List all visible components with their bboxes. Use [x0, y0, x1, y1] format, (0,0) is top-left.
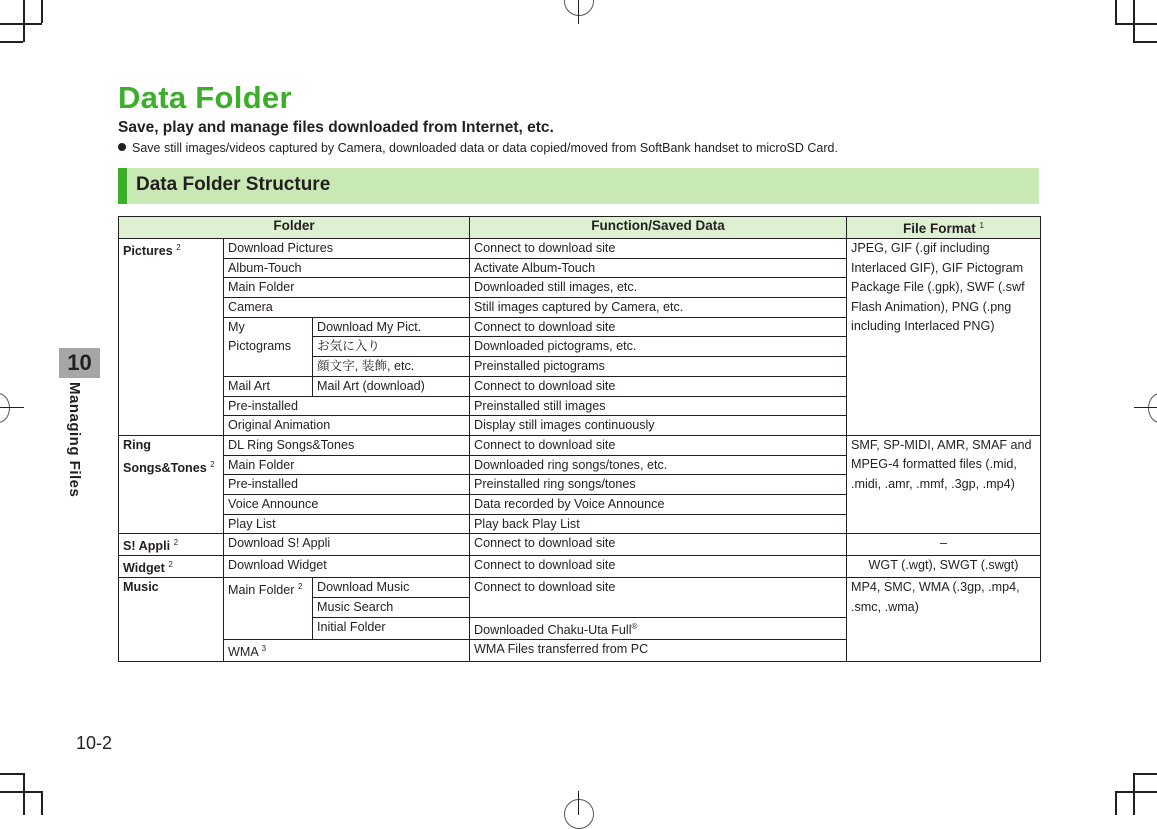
crop-mark: [1133, 773, 1157, 775]
registration-mark-icon: [0, 393, 10, 423]
crop-mark: [1115, 791, 1117, 815]
side-rule: [88, 330, 89, 480]
crop-mark: [0, 791, 42, 793]
function-cell: Preinstalled pictograms: [470, 357, 847, 377]
page-number: 10-2: [76, 733, 113, 753]
subfolder: Mail Art: [224, 376, 313, 396]
subfolder: Voice Announce: [224, 494, 470, 514]
subfolder-2: 顔文字, 装飾, etc.: [313, 357, 470, 377]
function-cell: Downloaded ring songs/tones, etc.: [470, 455, 847, 475]
function-cell: Display still images continuously: [470, 416, 847, 436]
crop-mark: [1115, 0, 1117, 23]
function-cell: Preinstalled still images: [470, 396, 847, 416]
function-cell: Connect to download site: [470, 435, 847, 455]
format-cell: SMF, SP-MIDI, AMR, SMAF and MPEG-4 formatted files (.mid, .midi, .amr, .mmf, .3gp, .mp4): [847, 435, 1041, 533]
table-row: [119, 435, 1041, 455]
function-cell: Data recorded by Voice Announce: [470, 494, 847, 514]
subfolder: Download S! Appli: [224, 534, 470, 556]
registration-mark-icon: [564, 799, 594, 829]
function-cell: Connect to download site: [470, 556, 847, 578]
subfolder: Download Widget: [224, 556, 470, 578]
subfolder-2: Download My Pict.: [313, 317, 470, 337]
format-cell: JPEG, GIF (.gif including Interlaced GIF), GIF Pictogram Package File (.gpk), SWF (.swf Flash Animation), PNG (.png including Interlaced PNG): [847, 239, 1041, 436]
folder-s-appli: S! Appli $^2$: [119, 534, 224, 556]
crop-mark: [1115, 23, 1157, 25]
subfolder: Camera: [224, 298, 470, 318]
page-subtitle: Save, play and manage files downloaded from Internet, etc.: [118, 119, 554, 136]
crop-mark: [0, 773, 23, 775]
header-format: File Format $^1$: [847, 217, 1041, 239]
function-cell: Downloaded still images, etc.: [470, 278, 847, 298]
crop-mark: [1133, 773, 1135, 815]
registration-mark-icon: [578, 791, 579, 815]
chapter-number-tab: 10: [59, 348, 100, 378]
subfolder-2: Mail Art (download): [313, 376, 470, 396]
section-title: Data Folder Structure: [136, 174, 331, 195]
registration-mark-icon: [578, 0, 579, 24]
folder-music: Music: [119, 578, 224, 661]
function-cell: WMA Files transferred from PC: [470, 639, 847, 661]
function-cell: Play back Play List: [470, 514, 847, 534]
registration-mark-icon: [1148, 393, 1157, 423]
section-accent: [118, 168, 127, 204]
crop-mark: [0, 41, 23, 43]
header-folder: Folder: [119, 217, 470, 239]
function-cell: Connect to download site: [470, 534, 847, 556]
subfolder: DL Ring Songs&Tones: [224, 435, 470, 455]
subfolder: Original Animation: [224, 416, 470, 436]
function-cell: Downloaded pictograms, etc.: [470, 337, 847, 357]
crop-mark: [41, 0, 43, 23]
function-cell: Connect to download site: [470, 239, 847, 259]
crop-mark: [1133, 41, 1157, 43]
subfolder: Main Folder: [224, 455, 470, 475]
registration-mark-icon: [564, 0, 594, 16]
function-cell: Preinstalled ring songs/tones: [470, 475, 847, 495]
subfolder: Main Folder $^2$: [224, 578, 313, 639]
chapter-title: Managing Files: [66, 382, 83, 498]
subfolder-2: お気に入り: [313, 337, 470, 357]
subfolder: Pre-installed: [224, 475, 470, 495]
crop-mark: [0, 23, 42, 25]
table-row: [119, 578, 1041, 598]
crop-mark: [1133, 0, 1135, 42]
folder-widget: Widget $^2$: [119, 556, 224, 578]
subfolder: WMA $^3$: [224, 639, 470, 661]
crop-mark: [1115, 791, 1157, 793]
bullet-note: [118, 141, 838, 155]
folder-pictures: Pictures $^2$: [119, 239, 224, 436]
table-row: [119, 556, 1041, 578]
subfolder: Play List: [224, 514, 470, 534]
function-cell: Activate Album-Touch: [470, 258, 847, 278]
crop-mark: [23, 773, 25, 815]
subfolder-2: Music Search: [313, 598, 470, 618]
section-heading-bar: [118, 168, 1039, 204]
function-cell: Downloaded Chaku-Uta Full®: [470, 617, 847, 639]
registration-mark-icon: [0, 407, 24, 408]
function-cell: Still images captured by Camera, etc.: [470, 298, 847, 318]
page-title: Data Folder: [118, 80, 292, 115]
bullet-text: Save still images/videos captured by Camera, downloaded data or data copied/moved from SoftBank handset to microSD Card.: [132, 141, 838, 155]
function-cell: Connect to download site: [470, 317, 847, 337]
subfolder: Album-Touch: [224, 258, 470, 278]
subfolder: Main Folder: [224, 278, 470, 298]
function-cell: Connect to download site: [470, 578, 847, 617]
table-row: [119, 239, 1041, 259]
folder-ring-songs-tones: Ring Songs&Tones $^2$: [119, 435, 224, 533]
format-cell: WGT (.wgt), SWGT (.swgt): [847, 556, 1041, 578]
data-folder-table: [118, 216, 1041, 662]
table-row: [119, 534, 1041, 556]
function-cell: Connect to download site: [470, 376, 847, 396]
registration-mark-icon: [1134, 407, 1157, 408]
format-cell: MP4, SMC, WMA (.3gp, .mp4, .smc, .wma): [847, 578, 1041, 661]
subfolder: My Pictograms: [224, 317, 313, 376]
subfolder: Pre-installed: [224, 396, 470, 416]
format-cell: –: [847, 534, 1041, 556]
table-header-row: [119, 217, 1041, 239]
crop-mark: [41, 791, 43, 815]
subfolder: Download Pictures: [224, 239, 470, 259]
header-function: Function/Saved Data: [470, 217, 847, 239]
crop-mark: [23, 0, 25, 42]
bullet-icon: [118, 143, 126, 151]
subfolder-2: Initial Folder: [313, 617, 470, 639]
subfolder-2: Download Music: [313, 578, 470, 598]
